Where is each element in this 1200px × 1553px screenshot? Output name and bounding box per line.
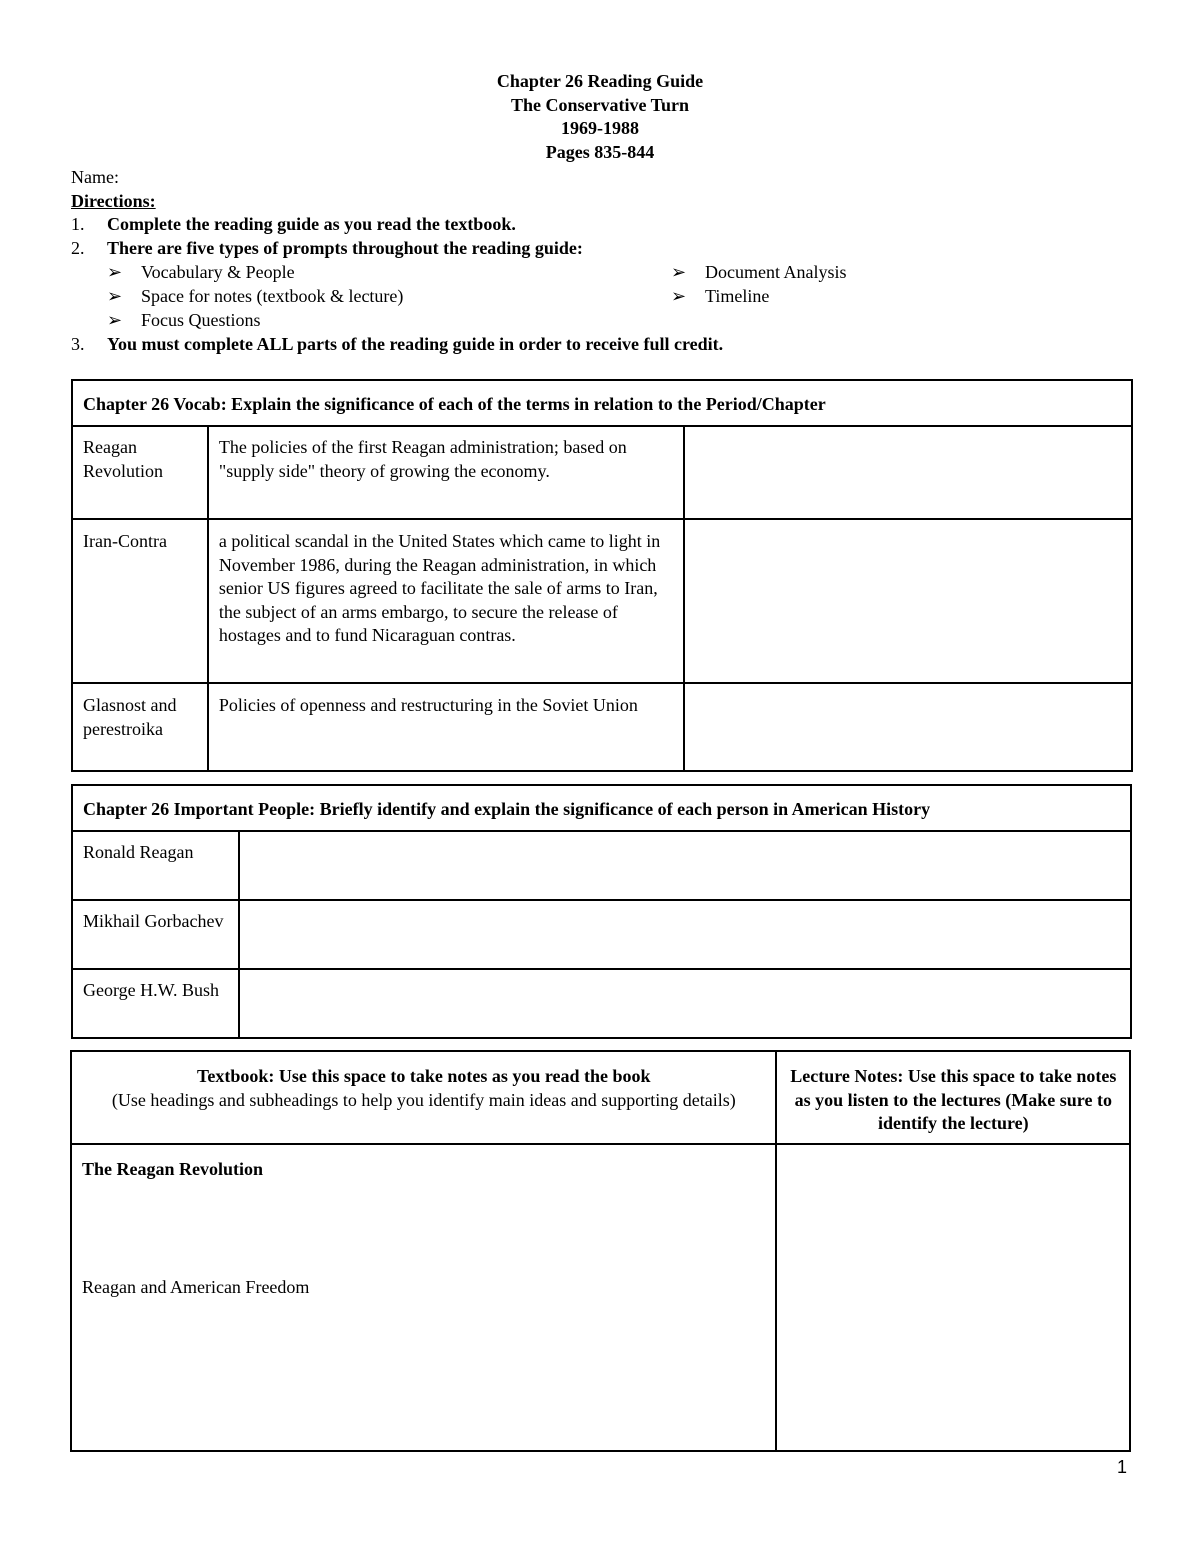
- vocab-notes-cell[interactable]: [684, 426, 1132, 519]
- direction-number: 2.: [71, 238, 85, 258]
- prompt-type-item: [107, 310, 261, 331]
- person-name: Mikhail Gorbachev: [72, 900, 239, 969]
- table-row: [72, 969, 1131, 1038]
- vocab-notes-cell[interactable]: [684, 519, 1132, 683]
- person-notes-cell[interactable]: [239, 831, 1131, 900]
- chapter-subtitle: The Conservative Turn: [510, 94, 690, 115]
- prompt-type-item: [671, 262, 847, 283]
- page-range: Pages 835-844: [545, 141, 655, 162]
- arrow-bullet-icon: ➢: [671, 286, 687, 306]
- lecture-notes-area[interactable]: [776, 1144, 1130, 1451]
- people-table: [71, 784, 1132, 1039]
- prompt-type-label: Space for notes (textbook & lecture): [141, 286, 404, 306]
- chapter-title: Chapter 26 Reading Guide: [496, 71, 704, 91]
- table-row: [72, 426, 1132, 519]
- arrow-bullet-icon: ➢: [671, 262, 687, 282]
- section-heading: The Reagan Revolution: [82, 1159, 264, 1179]
- person-name: Ronald Reagan: [72, 831, 239, 900]
- vocab-notes-cell[interactable]: [684, 683, 1132, 771]
- lecture-notes-header: Lecture Notes: Use this space to take notes as you listen to the lectures (Make sure to identify the lecture): [776, 1051, 1130, 1144]
- vocab-term: Reagan Revolution: [72, 426, 208, 519]
- prompt-type-item: [671, 286, 769, 307]
- document-header: [0, 70, 1200, 164]
- section-subheading: Reagan and American Freedom: [82, 1276, 310, 1297]
- vocab-definition: The policies of the first Reagan administration; based on "supply side" theory of growing the economy.: [208, 426, 684, 519]
- direction-text: Complete the reading guide as you read the textbook.: [107, 214, 516, 234]
- textbook-notes-title: Textbook: Use this space to take notes as you read the book: [197, 1066, 651, 1086]
- prompt-type-item: [107, 286, 403, 307]
- arrow-bullet-icon: ➢: [107, 262, 123, 282]
- direction-number: 1.: [71, 214, 85, 234]
- direction-text: There are five types of prompts throughout the reading guide:: [107, 238, 583, 258]
- table-row: [72, 831, 1131, 900]
- table-row: [72, 900, 1131, 969]
- prompt-type-item: [107, 262, 295, 283]
- vocab-table: [71, 379, 1133, 772]
- textbook-notes-header: [71, 1051, 776, 1144]
- notes-table: [70, 1050, 1131, 1452]
- vocab-term: Glasnost and perestroika: [72, 683, 208, 771]
- vocab-definition: Policies of openness and restructuring in the Soviet Union: [208, 683, 684, 771]
- person-notes-cell[interactable]: [239, 969, 1131, 1038]
- arrow-bullet-icon: ➢: [107, 286, 123, 306]
- textbook-notes-subtitle: (Use headings and subheadings to help you identify main ideas and supporting details): [111, 1089, 736, 1110]
- page-number: 1: [1117, 1457, 1128, 1477]
- textbook-notes-area[interactable]: [71, 1144, 776, 1451]
- table-row: [72, 519, 1132, 683]
- vocab-table-title: Chapter 26 Vocab: Explain the significance of each of the terms in relation to the Period/Chapter: [72, 380, 1132, 426]
- person-name: George H.W. Bush: [72, 969, 239, 1038]
- vocab-definition: a political scandal in the United States which came to light in November 1986, during the Reagan administration, in which senior US figures agreed to facilitate the sale of arms to Iran, the subject of an arms embargo, to secure the release of hostages and to fund Nicaraguan contras.: [208, 519, 684, 683]
- prompt-type-label: Focus Questions: [141, 310, 261, 330]
- prompt-type-label: Document Analysis: [705, 262, 847, 282]
- name-field-label: Name:: [71, 167, 119, 187]
- people-table-title: Chapter 26 Important People: Briefly identify and explain the significance of each person in American History: [72, 785, 1131, 831]
- date-range: 1969-1988: [561, 118, 639, 138]
- vocab-term: Iran-Contra: [72, 519, 208, 683]
- directions-heading: Directions:: [71, 191, 156, 211]
- direction-text: You must complete ALL parts of the reading guide in order to receive full credit.: [107, 334, 724, 354]
- arrow-bullet-icon: ➢: [107, 310, 123, 330]
- direction-number: 3.: [71, 334, 85, 354]
- person-notes-cell[interactable]: [239, 900, 1131, 969]
- prompt-type-label: Timeline: [705, 286, 770, 306]
- prompt-type-label: Vocabulary & People: [141, 262, 295, 282]
- table-row: [72, 683, 1132, 771]
